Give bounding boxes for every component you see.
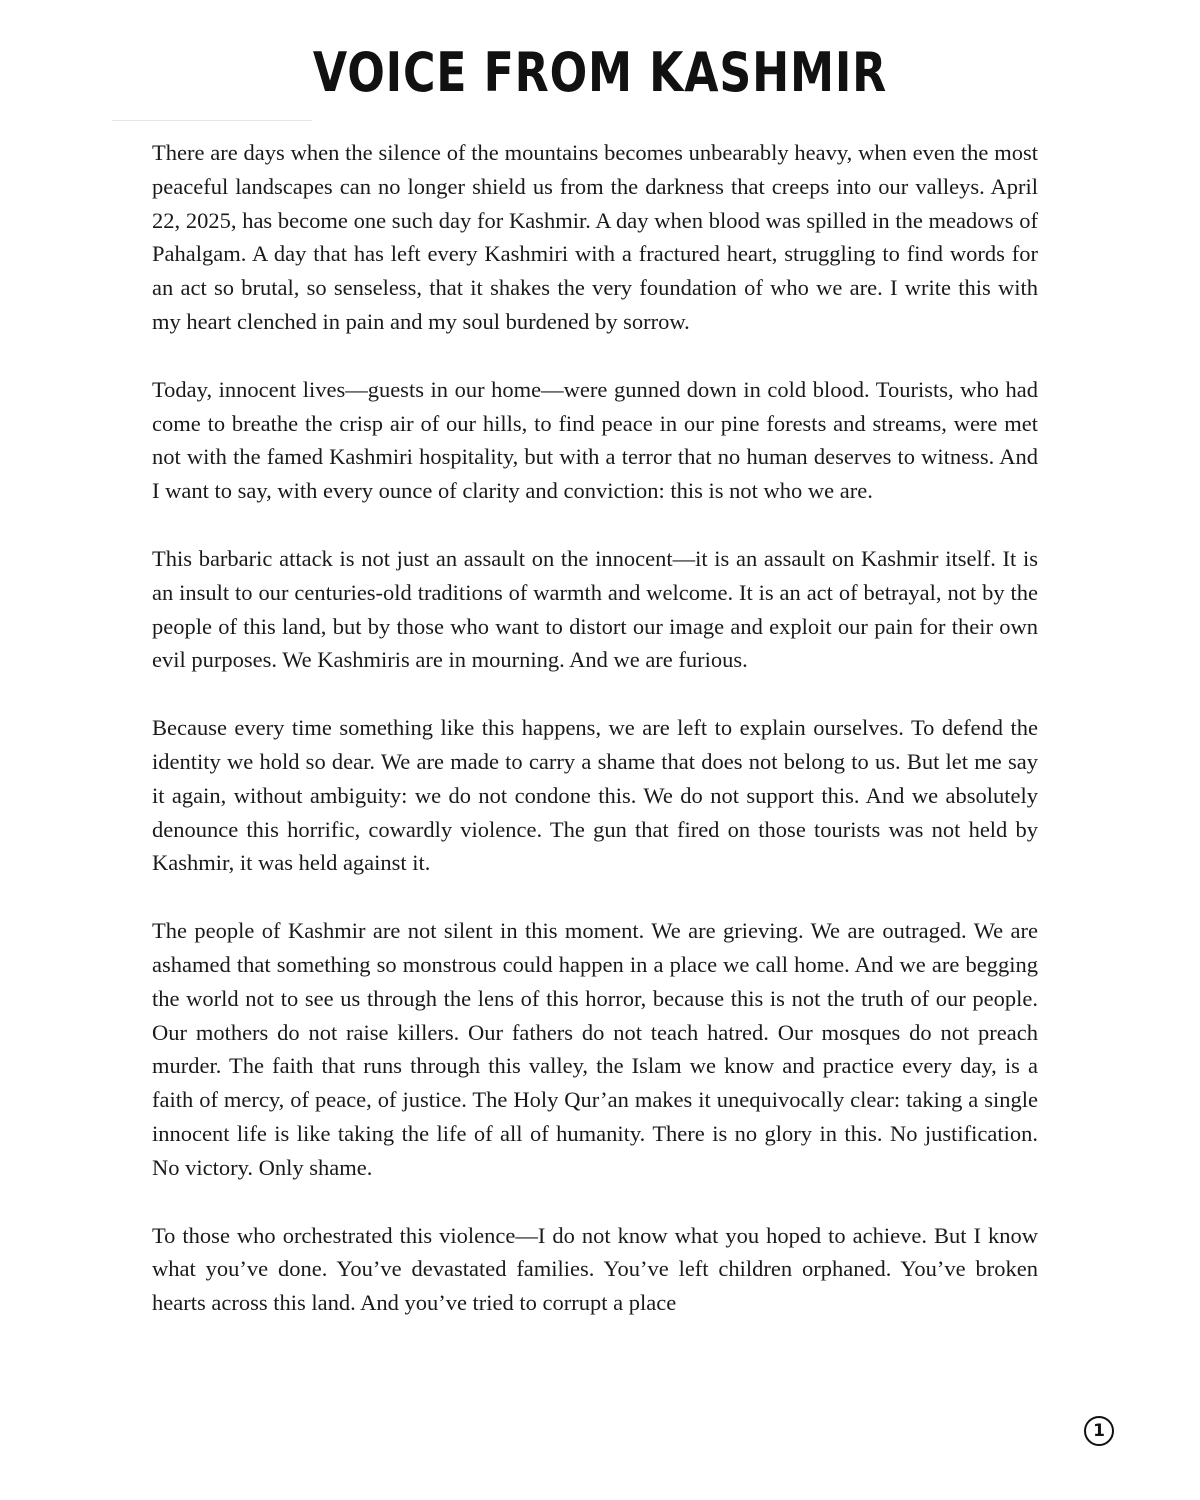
page-number-badge: 1 [1084,1416,1114,1446]
paragraph-3: This barbaric attack is not just an assault on the innocent—it is an assault on Kashmir itself. It is an insult to our centuries-old traditions of warmth and welcome. It is an act of betrayal, not by the people of this land, but by those who want to distort our image and exploit our pain for their own evil purposes. We Kashmiris are in mourning. And we are furious. [152,545,1038,673]
paragraph-4: Because every time something like this happens, we are left to explain ourselves. To defend the identity we hold so dear. We are made to carry a shame that does not belong to us. But let me say it again, without ambiguity: we do not condone this. We do not support this. And we absolutely denounce this horrific, cowardly violence. The gun that fired on those tourists was not held by Kashmir, it was held against it. [152,715,1038,876]
paragraph-2: Today, innocent lives—guests in our home—were gunned down in cold blood. Tourists, who had come to breathe the crisp air of our hills, to find peace in our pine forests and streams, were met not with the famed Kashmiri hospitality, but with a terror that no human deserves to witness. And I want to say, with every ounce of clarity and conviction: this is not who we are. [152,376,1038,504]
title-divider [112,120,312,121]
paragraph-1: There are days when the silence of the mountains becomes unbearably heavy, when even the most peaceful landscapes can no longer shield us from the darkness that creeps into our valleys. April 22, 2025, has become one such day for Kashmir. A day when blood was spilled in the meadows of Pahalgam. A day that has left every Kashmiri with a fractured heart, struggling to find words for an act so brutal, so senseless, that it shakes the very foundation of who we are. I write this with my heart clenched in pain and my soul burdened by sorrow. [152,140,1038,334]
article-body [152,136,1038,1354]
paragraph-6: To those who orchestrated this violence—I do not know what you hoped to achieve. But I know what you’ve done. You’ve devastated families. You’ve left children orphaned. You’ve broken hearts across this land. And you’ve tried to corrupt a place [152,1222,1038,1316]
page-title: VOICE FROM KASHMIR [312,41,888,104]
paragraph-5: The people of Kashmir are not silent in this moment. We are grieving. We are outraged. We are ashamed that something so monstrous could happen in a place we call home. And we are begging the world not to see us through the lens of this horror, because this is not the truth of our people. Our mothers do not raise killers. Our fathers do not teach hatred. Our mosques do not preach murder. The faith that runs through this valley, the Islam we know and practice every day, is a faith of mercy, of peace, of justice. The Holy Qur’an makes it unequivocally clear: taking a single innocent life is like taking the life of all of humanity. There is no glory in this. No justification. No victory. Only shame. [152,918,1038,1180]
